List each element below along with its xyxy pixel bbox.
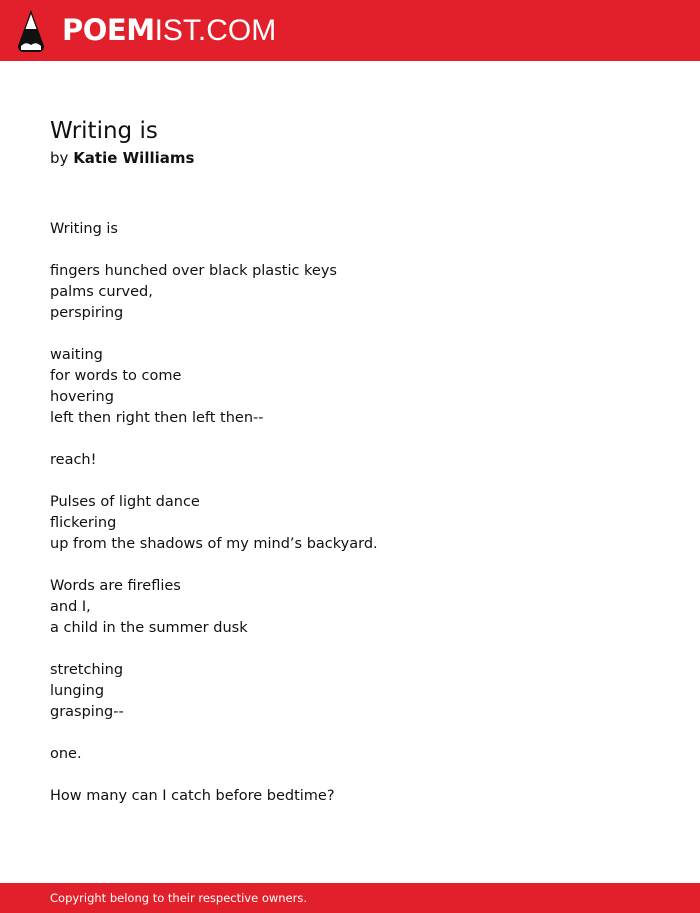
poem-body	[50, 219, 378, 807]
stanza-break	[50, 471, 378, 492]
by-label: by	[50, 149, 69, 167]
poem-line: grasping--	[50, 704, 124, 720]
stanza-break	[50, 324, 378, 345]
pencil-tip-icon	[18, 10, 44, 52]
poem-line: perspiring	[50, 305, 124, 321]
poem-line: How many can I catch before bedtime?	[50, 788, 335, 804]
poem-line: a child in the summer dusk	[50, 620, 248, 636]
stanza-break	[50, 555, 378, 576]
poem-line: hovering	[50, 389, 114, 405]
stanza-break	[50, 723, 378, 744]
poem-line: Pulses of light dance	[50, 494, 200, 510]
site-logo[interactable]	[62, 12, 276, 48]
poem-line: stretching	[50, 662, 124, 678]
poem-line: reach!	[50, 452, 97, 468]
stanza-break	[50, 639, 378, 660]
stanza-break	[50, 240, 378, 261]
poem-line: up from the shadows of my mind’s backyard.	[50, 536, 378, 552]
site-footer	[0, 883, 700, 913]
copyright-text: Copyright belong to their respective owners.	[50, 891, 308, 905]
poem-line: lunging	[50, 683, 105, 699]
poem-line: and I,	[50, 599, 91, 615]
poem-line: fingers hunched over black plastic keys	[50, 263, 337, 279]
poem-title: Writing is	[50, 118, 158, 144]
stanza-break	[50, 429, 378, 450]
site-header	[0, 0, 700, 61]
poem-line: Writing is	[50, 221, 118, 237]
poem-line: one.	[50, 746, 82, 762]
logo-bold-text: POEM	[62, 13, 155, 47]
logo-light-text: IST.COM	[154, 14, 277, 47]
stanza-break	[50, 765, 378, 786]
byline	[50, 148, 194, 169]
poem-line: for words to come	[50, 368, 182, 384]
poem-line: flickering	[50, 515, 117, 531]
poem-line: palms curved,	[50, 284, 153, 300]
poem-line: left then right then left then--	[50, 410, 264, 426]
poem-line: Words are fireflies	[50, 578, 181, 594]
poem-line: waiting	[50, 347, 103, 363]
author-name: Katie Williams	[73, 149, 195, 167]
